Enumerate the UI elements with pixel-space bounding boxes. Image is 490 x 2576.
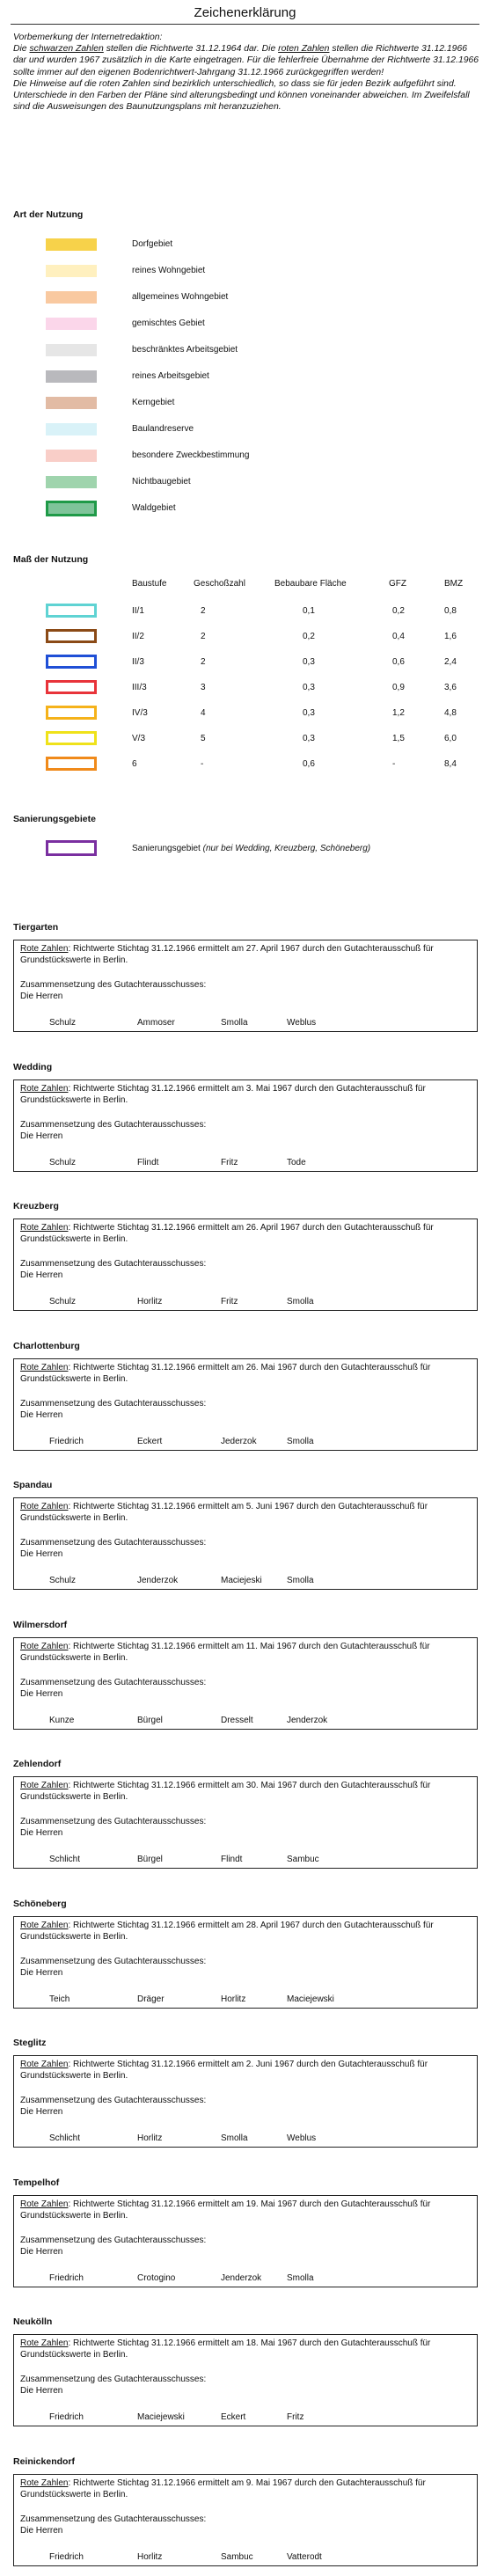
member-name: Maciejewski	[287, 1994, 334, 2004]
mass-cell: V/3	[132, 734, 146, 743]
district-rote-zahlen	[20, 1501, 472, 1524]
committee-members	[14, 2273, 477, 2286]
sanierung-text: Sanierungsgebiet	[132, 844, 203, 853]
mass-cell: IV/3	[132, 708, 148, 718]
mass-cell: 4	[201, 708, 206, 718]
section-heading-nutzung: Art der Nutzung	[13, 209, 84, 220]
district-rote-zahlen	[20, 2059, 472, 2082]
district-rote-zahlen	[20, 943, 472, 966]
mass-cell: 6	[132, 759, 137, 769]
herren-label: Die Herren	[20, 2386, 63, 2396]
member-name: Friedrich	[49, 1436, 84, 1446]
rote-zahlen-label: Rote Zahlen	[20, 1223, 69, 1233]
rote-zahlen-label: Rote Zahlen	[20, 2477, 69, 2488]
intro-black-numbers: schwarzen Zahlen	[29, 44, 104, 55]
committee-label: Zusammensetzung des Gutachterausschusses:	[20, 1259, 207, 1269]
legend-swatch	[46, 476, 97, 488]
mass-cell: -	[392, 759, 396, 769]
mass-cell: 3,6	[444, 683, 457, 692]
member-name: Dresselt	[221, 1715, 253, 1725]
committee-members	[14, 2133, 477, 2146]
mass-cell: 0,1	[303, 606, 315, 616]
legend-swatch	[46, 370, 97, 383]
committee-label: Zusammensetzung des Gutachterausschusses:	[20, 1817, 207, 1826]
herren-label: Die Herren	[20, 2525, 63, 2536]
rote-zahlen-label: Rote Zahlen	[20, 944, 69, 954]
committee-label: Zusammensetzung des Gutachterausschusses:	[20, 1398, 207, 1409]
member-name: Schulz	[49, 1157, 77, 1167]
member-name: Fritz	[221, 1297, 238, 1306]
herren-label: Die Herren	[20, 1967, 63, 1978]
district-box	[13, 1497, 478, 1590]
district-title: Wedding	[13, 1061, 53, 1072]
district-text: : Richtwerte Stichtag 31.12.1966 ermittelt am 3. Mai 1967 durch den Gutachterausschuß für Grundstückswerte in Berlin.	[20, 1083, 426, 1105]
district-text: : Richtwerte Stichtag 31.12.1966 ermittelt am 2. Juni 1967 durch den Gutachterausschuß für Grundstückswerte in Berlin.	[20, 2060, 428, 2081]
mass-cell: 2	[201, 606, 206, 616]
legend-swatch	[46, 344, 97, 356]
member-name: Tode	[287, 1157, 306, 1167]
member-name: Friedrich	[49, 2272, 84, 2283]
committee-label: Zusammensetzung des Gutachterausschusses:	[20, 2514, 207, 2524]
committee-members	[14, 2412, 477, 2425]
member-name: Jederzok	[221, 1436, 257, 1446]
mass-cell: 1,5	[392, 734, 405, 743]
herren-label: Die Herren	[20, 1131, 63, 1141]
district-box	[13, 2055, 478, 2148]
district-title: Kreuzberg	[13, 1201, 59, 1211]
baustufe-swatch	[46, 629, 97, 643]
member-name: Horlitz	[137, 1297, 163, 1306]
member-name: Horlitz	[137, 2551, 163, 2562]
committee-members	[14, 2552, 477, 2565]
rote-zahlen-label: Rote Zahlen	[20, 2199, 69, 2209]
mass-cell: 2	[201, 657, 206, 667]
rote-zahlen-label: Rote Zahlen	[20, 1502, 69, 1511]
member-name: Smolla	[287, 1436, 314, 1446]
intro-text: Die	[13, 44, 30, 55]
member-name: Kunze	[49, 1715, 75, 1725]
district-box	[13, 940, 478, 1032]
sanierung-note: (nur bei Wedding, Kreuzberg, Schöneberg)	[202, 844, 371, 853]
column-header-bmz: BMZ	[444, 579, 464, 589]
mass-cell: 2,4	[444, 657, 457, 667]
district-text: : Richtwerte Stichtag 31.12.1966 ermittelt am 30. Mai 1967 durch den Gutachterausschuß für Grundstückswerte in Berlin.	[20, 1781, 431, 1802]
sanierung-label	[132, 844, 370, 853]
committee-members	[14, 1297, 477, 1309]
committee-label: Zusammensetzung des Gutachterausschusses:	[20, 980, 207, 990]
baustufe-swatch	[46, 706, 97, 720]
district-rote-zahlen	[20, 1780, 472, 1803]
district-title: Wilmersdorf	[13, 1619, 68, 1630]
district-title: Schöneberg	[13, 1898, 67, 1909]
committee-label: Zusammensetzung des Gutachterausschusses:	[20, 2235, 207, 2245]
intro-red-numbers: roten Zahlen	[278, 44, 330, 55]
legend-label: Nichtbaugebiet	[132, 477, 191, 487]
committee-label: Zusammensetzung des Gutachterausschusses:	[20, 1538, 207, 1548]
member-name: Dräger	[137, 1994, 165, 2004]
district-title: Steglitz	[13, 2038, 47, 2048]
rote-zahlen-label: Rote Zahlen	[20, 2060, 69, 2069]
member-name: Crotogino	[137, 2272, 176, 2283]
district-box	[13, 1358, 478, 1451]
legend-swatch	[46, 318, 97, 330]
committee-members	[14, 1437, 477, 1449]
member-name: Smolla	[287, 1576, 314, 1585]
district-text: : Richtwerte Stichtag 31.12.1966 ermittelt am 27. April 1967 durch den Gutachterausschuß für Grundstückswerte in Berlin.	[20, 944, 434, 965]
district-text: : Richtwerte Stichtag 31.12.1966 ermittelt am 9. Mai 1967 durch den Gutachterausschuß für Grundstückswerte in Berlin.	[20, 2477, 426, 2499]
intro-paragraph-1	[13, 43, 479, 78]
mass-cell: II/2	[132, 632, 144, 641]
committee-label: Zusammensetzung des Gutachterausschusses:	[20, 1677, 207, 1687]
rote-zahlen-label: Rote Zahlen	[20, 2338, 69, 2348]
mass-cell: 5	[201, 734, 206, 743]
mass-cell: 0,2	[303, 632, 315, 641]
district-rote-zahlen	[20, 2477, 472, 2500]
member-name: Flindt	[221, 1855, 243, 1864]
district-rote-zahlen	[20, 2338, 472, 2360]
member-name: Bürgel	[137, 1715, 163, 1725]
district-rote-zahlen	[20, 1222, 472, 1245]
district-text: : Richtwerte Stichtag 31.12.1966 ermittelt am 5. Juni 1967 durch den Gutachterausschuß für Grundstückswerte in Berlin.	[20, 1502, 428, 1523]
legend-label: reines Arbeitsgebiet	[132, 371, 209, 381]
mass-cell: 1,6	[444, 632, 457, 641]
legend-label: gemischtes Gebiet	[132, 318, 205, 328]
member-name: Maciejewski	[137, 2412, 185, 2422]
member-name: Jenderzok	[287, 1715, 328, 1725]
mass-row	[46, 626, 468, 646]
herren-label: Die Herren	[20, 1828, 63, 1838]
committee-label: Zusammensetzung des Gutachterausschusses:	[20, 2096, 207, 2105]
member-name: Eckert	[221, 2412, 246, 2422]
baustufe-swatch	[46, 655, 97, 669]
herren-label: Die Herren	[20, 1409, 63, 1420]
committee-members	[14, 1855, 477, 1867]
district-box	[13, 1079, 478, 1172]
district-title: Tiergarten	[13, 922, 59, 933]
mass-cell: 3	[201, 683, 206, 692]
mass-row	[46, 703, 468, 722]
district-rote-zahlen	[20, 1920, 472, 1943]
district-text: : Richtwerte Stichtag 31.12.1966 ermittelt am 11. Mai 1967 durch den Gutachterausschuß für Grundstückswerte in Berlin.	[20, 1641, 430, 1663]
member-name: Horlitz	[137, 2133, 163, 2143]
district-box	[13, 1218, 478, 1311]
district-box	[13, 2474, 478, 2566]
committee-members	[14, 1018, 477, 1030]
committee-label: Zusammensetzung des Gutachterausschusses:	[20, 1956, 207, 1966]
member-name: Jenderzok	[137, 1576, 179, 1585]
page-title: Zeichenerklärung	[194, 5, 296, 20]
column-header-bebaubare-flaeche: Bebaubare Fläche	[274, 579, 347, 589]
district-title: Reinickendorf	[13, 2455, 76, 2467]
member-name: Friedrich	[49, 2551, 84, 2562]
mass-cell: 4,8	[444, 708, 457, 718]
mass-row	[46, 652, 468, 671]
rote-zahlen-label: Rote Zahlen	[20, 1781, 69, 1790]
legend-label: Dorfgebiet	[132, 239, 173, 249]
legend-swatch	[46, 450, 97, 462]
member-name: Schulz	[49, 1297, 77, 1306]
rote-zahlen-label: Rote Zahlen	[20, 1083, 69, 1094]
legend-label: Waldgebiet	[132, 503, 176, 513]
district-text: : Richtwerte Stichtag 31.12.1966 ermittelt am 19. Mai 1967 durch den Gutachterausschuß für Grundstückswerte in Berlin.	[20, 2199, 431, 2221]
legend-label: beschränktes Arbeitsgebiet	[132, 345, 238, 355]
district-box	[13, 1776, 478, 1869]
legend-swatch	[46, 501, 97, 516]
member-name: Smolla	[287, 2272, 314, 2283]
mass-cell: 2	[201, 632, 206, 641]
baustufe-swatch	[46, 731, 97, 745]
mass-cell: 0,3	[303, 708, 315, 718]
legend-swatch	[46, 423, 97, 435]
district-box	[13, 1916, 478, 2009]
member-name: Weblus	[287, 2133, 317, 2143]
district-box	[13, 2195, 478, 2287]
title-divider	[11, 24, 479, 25]
mass-cell: 0,8	[444, 606, 457, 616]
legend-label: Kerngebiet	[132, 398, 175, 407]
member-name: Schulz	[49, 1018, 77, 1028]
mass-cell: 6,0	[444, 734, 457, 743]
legend-label: besondere Zweckbestimmung	[132, 450, 250, 460]
district-text: : Richtwerte Stichtag 31.12.1966 ermittelt am 26. April 1967 durch den Gutachterausschuß für Grundstückswerte in Berlin.	[20, 1223, 434, 1244]
district-rote-zahlen	[20, 1362, 472, 1385]
herren-label: Die Herren	[20, 2107, 63, 2117]
member-name: Jenderzok	[221, 2272, 262, 2283]
mass-row	[46, 728, 468, 748]
mass-row	[46, 677, 468, 697]
committee-members	[14, 1994, 477, 2007]
district-box	[13, 1637, 478, 1730]
legend-swatch	[46, 238, 97, 251]
baustufe-swatch	[46, 604, 97, 618]
member-name: Friedrich	[49, 2412, 84, 2422]
member-name: Sambuc	[287, 1855, 319, 1864]
rote-zahlen-label: Rote Zahlen	[20, 1641, 69, 1651]
intro-paragraph-3: Unterschiede in den Farben der Pläne sind alterungsbedingt und können voneinander abweichen. Im Zweifelsfall sind die Ausweisungen des Baunutzungsplans mit heranzuziehen.	[13, 91, 470, 113]
column-header-gfz: GFZ	[389, 579, 406, 589]
member-name: Flindt	[137, 1157, 159, 1167]
mass-cell: III/3	[132, 683, 147, 692]
district-title: Tempelhof	[13, 2177, 60, 2188]
committee-members	[14, 1158, 477, 1170]
district-title: Spandau	[13, 1480, 53, 1490]
sanierung-swatch	[46, 840, 97, 856]
legend-swatch	[46, 397, 97, 409]
legend-swatch	[46, 265, 97, 277]
legend-swatch	[46, 291, 97, 304]
baustufe-swatch	[46, 757, 97, 771]
district-text: : Richtwerte Stichtag 31.12.1966 ermittelt am 28. April 1967 durch den Gutachterausschuß für Grundstückswerte in Berlin.	[20, 1920, 434, 1942]
rote-zahlen-label: Rote Zahlen	[20, 1920, 69, 1930]
mass-cell: 0,3	[303, 657, 315, 667]
herren-label: Die Herren	[20, 2246, 63, 2257]
mass-cell: -	[201, 759, 204, 769]
mass-cell: 0,9	[392, 683, 405, 692]
herren-label: Die Herren	[20, 1549, 63, 1559]
member-name: Ammoser	[137, 1018, 175, 1028]
member-name: Teich	[49, 1994, 70, 2004]
mass-cell: II/3	[132, 657, 144, 667]
district-box	[13, 2334, 478, 2426]
baustufe-swatch	[46, 680, 97, 694]
district-text: : Richtwerte Stichtag 31.12.1966 ermittelt am 18. Mai 1967 durch den Gutachterausschuß für Grundstückswerte in Berlin.	[20, 2338, 431, 2360]
mass-cell: 0,2	[392, 606, 405, 616]
committee-label: Zusammensetzung des Gutachterausschusses:	[20, 2375, 207, 2384]
committee-members	[14, 1716, 477, 1728]
district-rote-zahlen	[20, 1083, 472, 1106]
legend-label: allgemeines Wohngebiet	[132, 292, 229, 302]
section-heading-mass: Maß der Nutzung	[13, 554, 89, 565]
member-name: Bürgel	[137, 1855, 163, 1864]
member-name: Fritz	[287, 2412, 304, 2422]
member-name: Weblus	[287, 1018, 317, 1028]
mass-cell: II/1	[132, 606, 144, 616]
mass-cell: 0,3	[303, 734, 315, 743]
intro-paragraph-2: Die Hinweise auf die roten Zahlen sind bezirklich unterschiedlich, so dass sie für jeden Bezirk aufgeführt sind.	[13, 78, 457, 89]
section-heading-sanierung: Sanierungsgebiete	[13, 814, 96, 824]
mass-cell: 1,2	[392, 708, 405, 718]
district-title: Neukölln	[13, 2316, 53, 2327]
mass-row	[46, 754, 468, 773]
legend-label: reines Wohngebiet	[132, 266, 206, 275]
member-name: Sambuc	[221, 2551, 253, 2562]
committee-label: Zusammensetzung des Gutachterausschusses:	[20, 1119, 207, 1130]
column-header-geschosszahl: Geschoßzahl	[194, 579, 245, 589]
mass-cell: 0,3	[303, 683, 315, 692]
member-name: Schulz	[49, 1576, 77, 1585]
district-text: : Richtwerte Stichtag 31.12.1966 ermittelt am 26. Mai 1967 durch den Gutachterausschuß für Grundstückswerte in Berlin.	[20, 1362, 431, 1384]
intro-text: stellen die Richtwerte 31.12.1966 dar und wurden 1967 zusätzlich in die Karte eingetragen. Für die fehlerfreie Übernahme der Richtwerte 31.12.1966 sollte immer auf den eigenen Bodenrichtwert-Jahrgang 31.12.1966 zurückgegriffen werden!	[13, 44, 479, 77]
member-name: Fritz	[221, 1157, 238, 1167]
herren-label: Die Herren	[20, 1270, 63, 1280]
member-name: Vatterodt	[287, 2551, 322, 2562]
member-name: Smolla	[221, 2133, 248, 2143]
member-name: Eckert	[137, 1436, 163, 1446]
member-name: Smolla	[287, 1297, 314, 1306]
mass-cell: 8,4	[444, 759, 457, 769]
committee-members	[14, 1576, 477, 1588]
member-name: Maciejeski	[221, 1576, 262, 1585]
mass-cell: 0,6	[303, 759, 315, 769]
intro-note	[13, 32, 479, 113]
herren-label: Die Herren	[20, 992, 63, 1001]
mass-cell: 0,4	[392, 632, 405, 641]
intro-heading: Vorbemerkung der Internetredaktion:	[13, 33, 163, 42]
district-title: Zehlendorf	[13, 1759, 62, 1769]
legend-label: Baulandreserve	[132, 424, 194, 434]
member-name: Horlitz	[221, 1994, 246, 2004]
rote-zahlen-label: Rote Zahlen	[20, 1362, 69, 1372]
mass-cell: 0,6	[392, 657, 405, 667]
intro-text: stellen die Richtwerte 31.12.1964 dar. Die	[103, 44, 279, 55]
column-header-baustufe: Baustufe	[132, 579, 167, 589]
district-rote-zahlen	[20, 2199, 472, 2221]
member-name: Smolla	[221, 1018, 248, 1028]
district-title: Charlottenburg	[13, 1340, 80, 1351]
herren-label: Die Herren	[20, 1688, 63, 1699]
member-name: Schlicht	[49, 1855, 81, 1864]
mass-row	[46, 601, 468, 620]
member-name: Schlicht	[49, 2133, 81, 2143]
district-rote-zahlen	[20, 1641, 472, 1664]
